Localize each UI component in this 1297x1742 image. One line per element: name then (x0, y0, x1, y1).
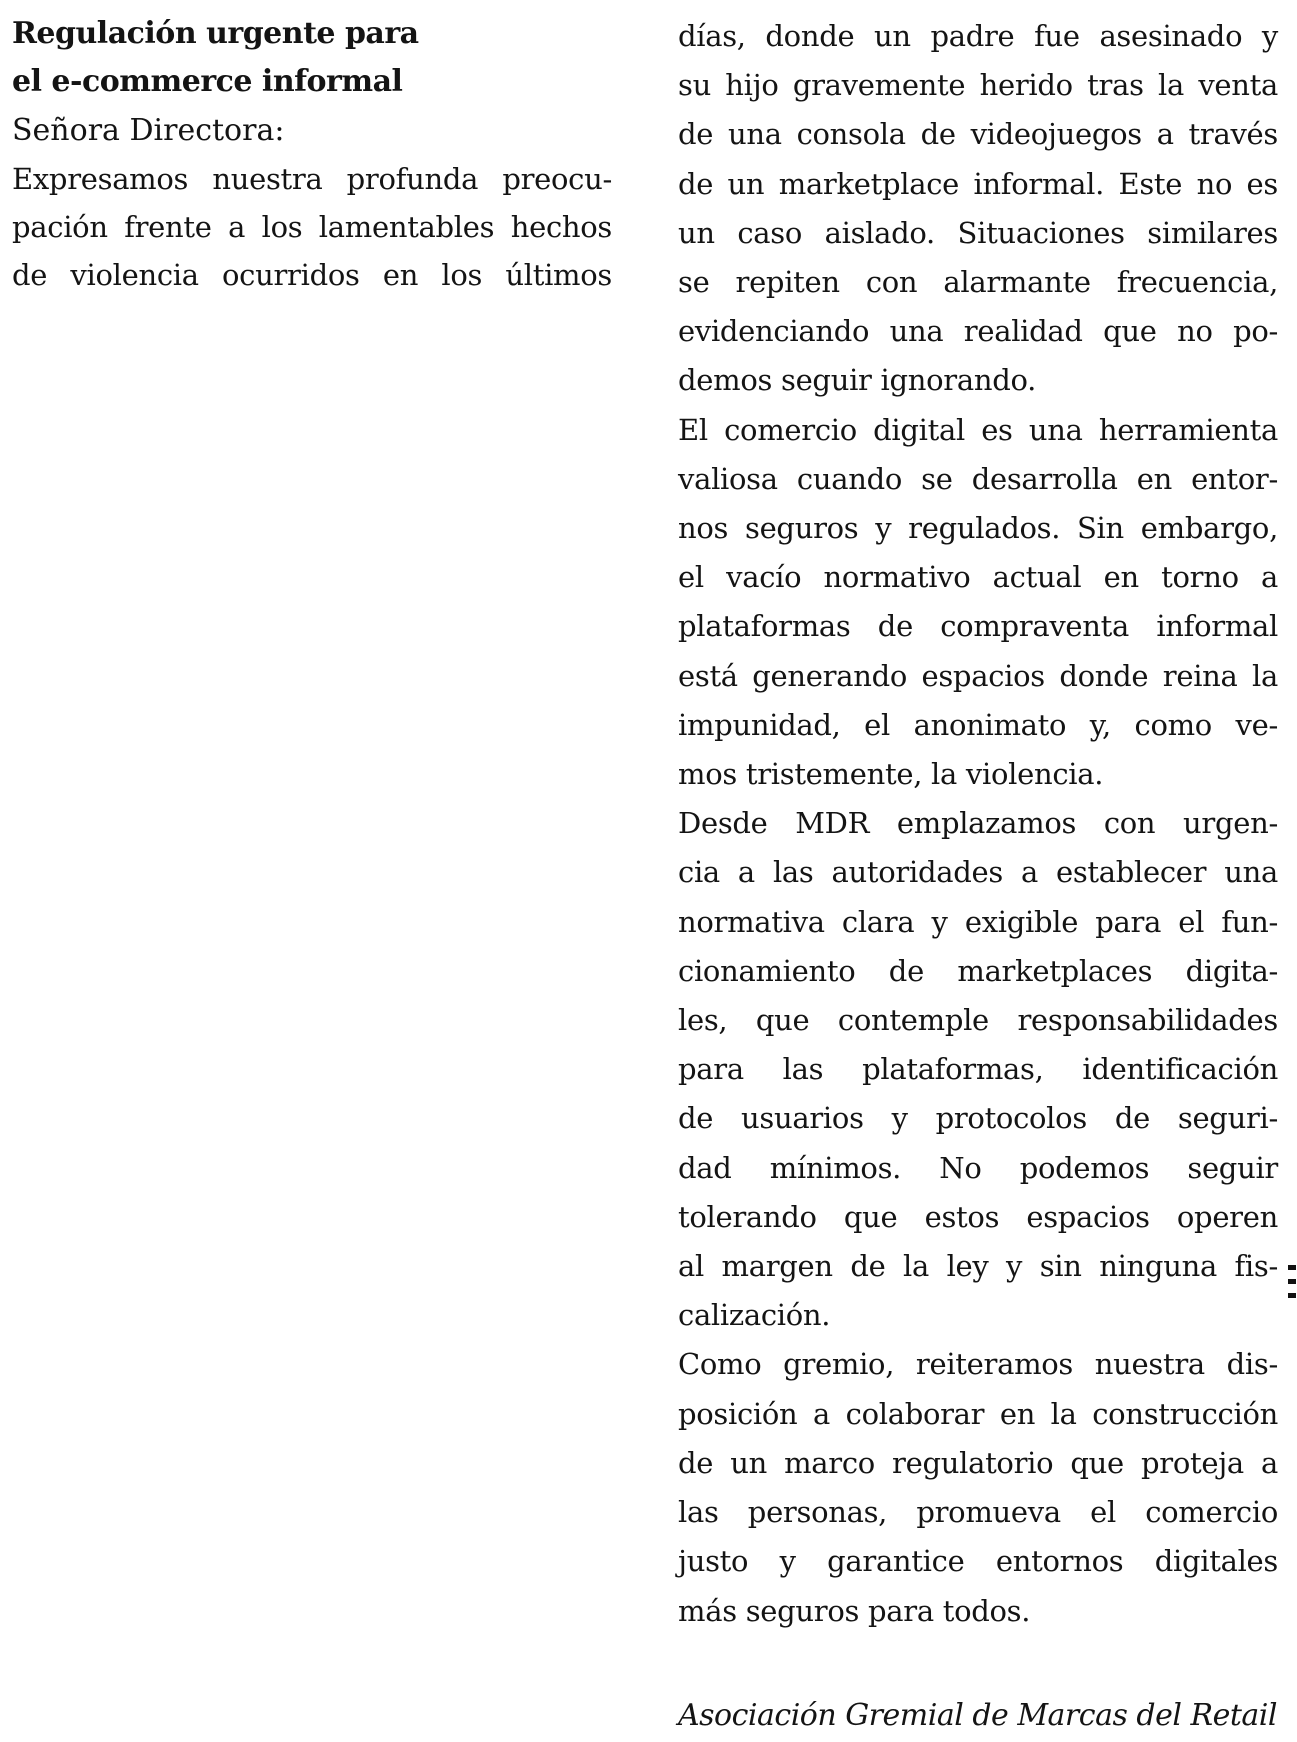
text-line: el vacío normativo actual en torno a (678, 560, 1278, 595)
text-line: de una consola de videojuegos a través (678, 117, 1278, 152)
text-line: nos seguros y regulados. Sin embargo, (678, 511, 1278, 546)
text-line: al margen de la ley y sin ninguna fis- (678, 1249, 1278, 1284)
text-line: las personas, promueva el comercio (678, 1495, 1278, 1530)
text-line: para las plataformas, identificación (678, 1052, 1278, 1087)
text-line: Expresamos nuestra profunda preocu- (12, 162, 612, 196)
text-line: cionamiento de marketplaces digita- (678, 953, 1278, 988)
text-line: les, que contemple responsabilidades (678, 1003, 1278, 1038)
text-line: tolerando que estos espacios operen (678, 1199, 1278, 1234)
headline-line: el e-commerce informal (12, 64, 403, 99)
text-line: dad mínimos. No podemos seguir (678, 1150, 1278, 1185)
text-line: más seguros para todos. (678, 1593, 1031, 1628)
text-line: demos seguir ignorando. (678, 363, 1037, 398)
paragraph-4 (678, 1340, 1278, 1635)
right-column (678, 12, 1278, 1740)
text-line: está generando espacios donde reina la (678, 658, 1278, 693)
margin-marker-icon (1287, 1265, 1297, 1299)
text-line: impunidad, el anonimato y, como ve- (678, 707, 1278, 742)
paragraph-1 (678, 12, 1278, 406)
text-line: de violencia ocurridos en los últimos (12, 258, 612, 292)
text-line: posición a colaborar en la construcción (678, 1396, 1278, 1431)
text-line: su hijo gravemente herido tras la venta (678, 68, 1278, 103)
text-line: pación frente a los lamentables hechos (12, 210, 612, 244)
text-line: valiosa cuando se desarrolla en entor- (678, 461, 1278, 496)
text-line: plataformas de compraventa informal (678, 609, 1278, 644)
signature: Asociación Gremial de Marcas del Retail (678, 1697, 1277, 1733)
text-line: se repiten con alarmante frecuencia, (678, 265, 1278, 300)
text-line: normativa clara y exigible para el fun- (678, 904, 1278, 939)
text-line: de un marco regulatorio que proteja a (678, 1445, 1278, 1480)
text-line: mos tristemente, la violencia. (678, 757, 1104, 792)
text-line: evidenciando una realidad que no po- (678, 314, 1278, 349)
text-line: justo y garantice entornos digitales (678, 1544, 1278, 1579)
text-line: El comercio digital es una herramienta (678, 412, 1278, 447)
opening-paragraph (12, 155, 612, 299)
text-line: Como gremio, reiteramos nuestra dis- (678, 1347, 1278, 1382)
salutation: Señora Directora: (12, 113, 285, 148)
text-line: de usuarios y protocolos de seguri- (678, 1101, 1278, 1136)
headline-line: Regulación urgente para (12, 16, 419, 51)
paragraph-3 (678, 799, 1278, 1340)
text-line: calización. (678, 1298, 831, 1333)
text-line: un caso aislado. Situaciones similares (678, 215, 1278, 250)
left-column (12, 10, 612, 299)
text-line: Desde MDR emplazamos con urgen- (678, 806, 1278, 841)
paragraph-2 (678, 406, 1278, 800)
text-line: cia a las autoridades a establecer una (678, 855, 1278, 890)
headline (12, 10, 612, 106)
text-line: días, donde un padre fue asesinado y (678, 19, 1278, 53)
text-line: de un marketplace informal. Este no es (678, 166, 1278, 201)
